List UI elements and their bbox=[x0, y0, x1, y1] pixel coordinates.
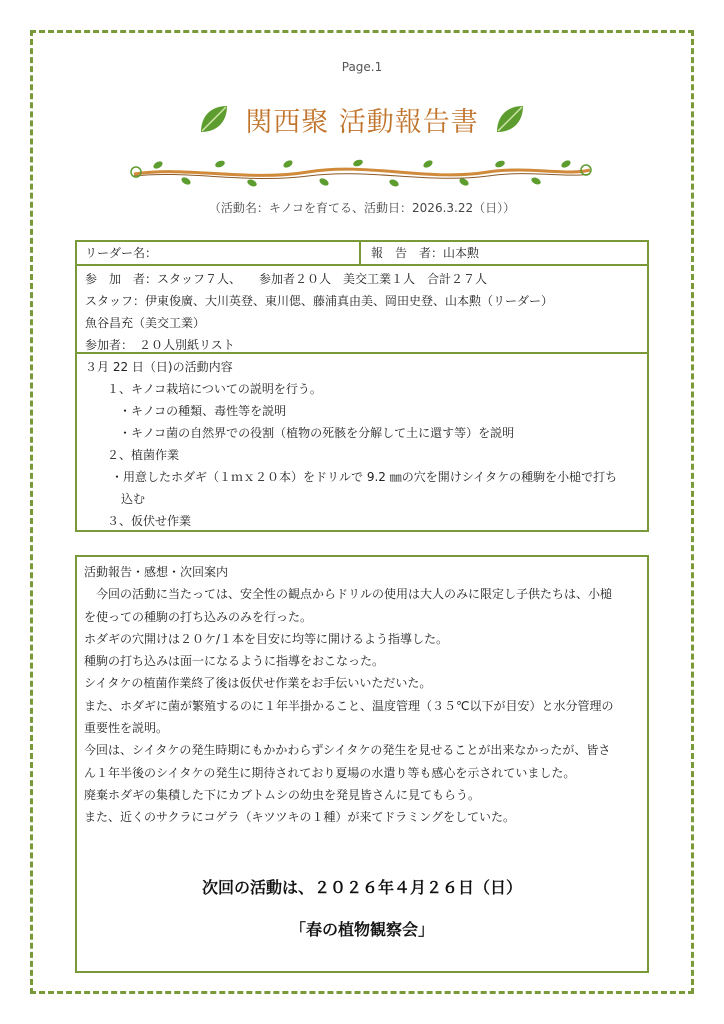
participants-line: 魚谷昌充（美交工業） bbox=[85, 316, 206, 330]
leaf-icon-right bbox=[493, 102, 527, 136]
activity-subitem: ・用意したホダギ（１ｍｘ２０本）をドリルで 9.2 ㎜の穴を開けシイタケの種駒を小槌で打ち bbox=[111, 470, 618, 484]
next-activity-event: 「春の植物観察会」 bbox=[289, 920, 434, 939]
reporter-cell: 報 告 者：山本勲 bbox=[371, 246, 480, 260]
participants-section bbox=[77, 266, 647, 354]
report-line: 廃棄ホダギの集積した下にカブトムシの幼虫を発見皆さんに見てもらう。 bbox=[84, 787, 481, 802]
info-table bbox=[75, 240, 649, 532]
title-row bbox=[0, 96, 724, 142]
activity-content-section bbox=[77, 354, 647, 530]
report-line: 種駒の打ち込みは面一になるように指導をおこなった。 bbox=[84, 654, 385, 669]
page-number: Page.1 bbox=[341, 60, 383, 74]
report-line: また、ホダギに菌が繁殖するのに１年半掛かること、温度管理（３５℃以下が目安）と水分管理の bbox=[84, 698, 614, 713]
report-line: また、近くのサクラにコゲラ（キツツキの１種）が来てドラミングをしていた。 bbox=[84, 810, 516, 825]
report-section bbox=[75, 555, 649, 973]
report-line: 今回の活動に当たっては、安全性の観点からドリルの使用は大人のみに限定し子供たちは、小槌 bbox=[84, 587, 613, 602]
info-header-row bbox=[77, 242, 647, 266]
page-title: 関西聚 活動報告書 bbox=[245, 106, 479, 138]
report-line: 重要性を説明。 bbox=[84, 721, 169, 736]
report-line: シイタケの植菌作業終了後は仮伏せ作業をお手伝いいただいた。 bbox=[84, 676, 432, 691]
participants-line: スタッフ：伊東俊廣、大川英登、東川偲、藤浦真由美、岡田史登、山本勲（リーダー） bbox=[85, 294, 554, 308]
next-activity-date: 次回の活動は、２０２６年４月２６日（日） bbox=[201, 878, 522, 897]
report-line: ホダギの穴開けは２０ケ/１本を目安に均等に開けるよう指導した。 bbox=[84, 631, 449, 646]
participants-line: 参加者： ２０人別紙リスト bbox=[85, 338, 235, 352]
leaf-icon-left bbox=[197, 102, 231, 136]
activity-subitem: ・キノコの種類、毒性等を説明 bbox=[119, 404, 287, 418]
activity-subitem: ・キノコ菌の自然界での役割（植物の死骸を分解して土に還す等）を説明 bbox=[119, 426, 515, 440]
activity-subtitle: （活動名：キノコを育てる、活動日：2026.3.22（日）） bbox=[208, 201, 516, 215]
activity-item: ２、植菌作業 bbox=[107, 448, 180, 462]
leader-cell: リーダー名： bbox=[77, 242, 361, 264]
report-line: ん１年半後のシイタケの発生に期待されており夏場の水遣り等も感心を示されていました。 bbox=[84, 765, 576, 780]
activity-heading: ３月 22 日（日)の活動内容 bbox=[85, 360, 233, 374]
report-line: を使っての種駒の打ち込みのみを行った。 bbox=[84, 609, 313, 624]
vine-ornament bbox=[128, 156, 596, 190]
activity-item: １、キノコ栽培についての説明を行う。 bbox=[107, 382, 322, 396]
activity-item: ３、仮伏せ作業 bbox=[107, 514, 192, 528]
participants-line: 参 加 者：スタッフ７人、 参加者２０人 美交工業１人 合計２７人 bbox=[85, 272, 488, 286]
report-line: 今回は、シイタケの発生時期にもかかわらずシイタケの発生を見せることが出来なかったが、皆さ bbox=[84, 743, 611, 758]
activity-subitem-cont: 込む bbox=[121, 492, 146, 506]
report-heading: 活動報告・感想・次回案内 bbox=[84, 565, 229, 579]
